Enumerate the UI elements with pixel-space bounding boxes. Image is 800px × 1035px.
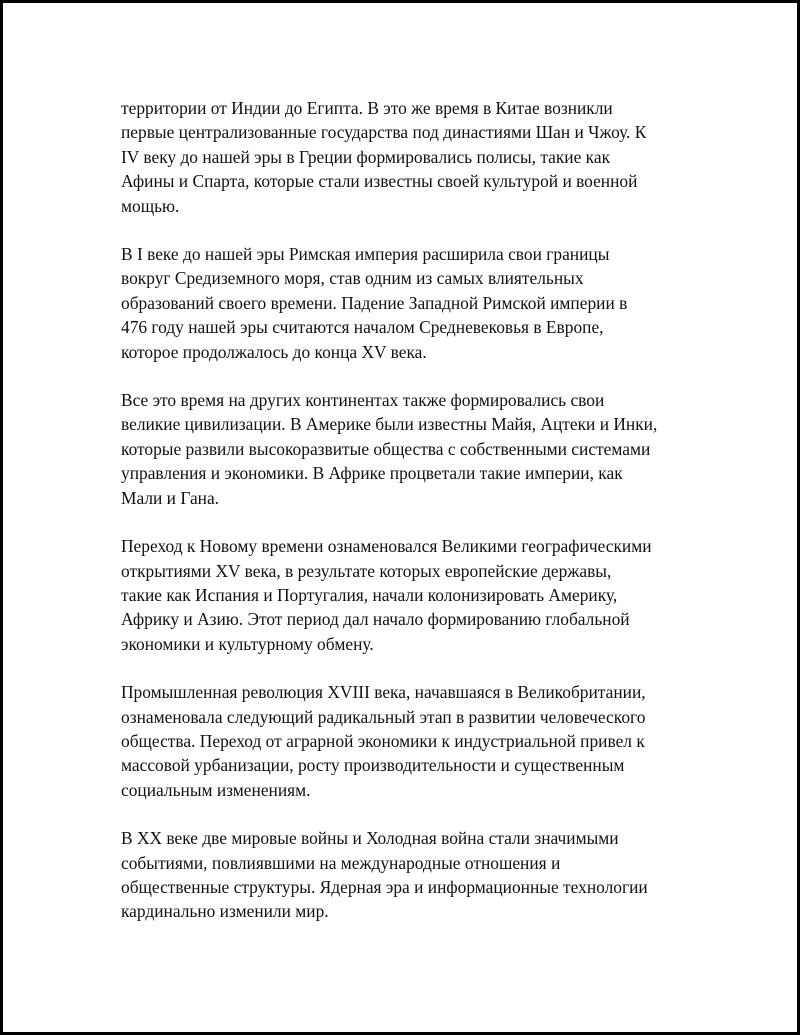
text-line: образований своего времени. Падение Западной Римской империи в	[121, 292, 628, 313]
text-line: Все это время на других континентах также формировались свои	[121, 390, 605, 411]
text-line: территории от Индии до Египта. В это же время в Китае возникли	[121, 98, 613, 118]
paragraph-age-of-discovery	[121, 534, 693, 656]
text-line: вокруг Средиземного моря, став одним из самых влиятельных	[121, 268, 584, 289]
text-line: Афины и Спарта, которые стали известны своей культурой и военной	[121, 171, 638, 192]
paragraph-twentieth-century	[121, 826, 693, 924]
text-line: Переход к Новому времени ознаменовался Великими географическими	[121, 536, 652, 557]
text-line: событиями, повлиявшими на международные отношения и	[121, 852, 561, 873]
text-line: кардинально изменили мир.	[121, 901, 329, 922]
text-line: великие цивилизации. В Америке были известны Майя, Ацтеки и Инки,	[121, 414, 658, 435]
paragraph-industrial-revolution	[121, 680, 693, 802]
text-line: Африку и Азию. Этот период дал начало формированию глобальной	[121, 609, 630, 630]
text-line: первые централизованные государства под династиями Шан и Чжоу. К	[121, 122, 647, 143]
paragraph-ancient-civilizations	[121, 96, 693, 218]
paragraph-other-continents	[121, 388, 693, 510]
text-line: В I веке до нашей эры Римская империя расширила свои границы	[121, 244, 610, 265]
text-line: В XX веке две мировые войны и Холодная война стали значимыми	[121, 828, 619, 849]
text-line: мощью.	[121, 195, 180, 216]
text-line: социальным изменениям.	[121, 779, 311, 800]
text-line: которое продолжалось до конца XV века.	[121, 341, 427, 362]
text-column	[121, 96, 693, 948]
text-line: которые развили высокоразвитые общества с собственными системами	[121, 438, 651, 459]
text-line: массовой урбанизации, росту производительности и существенным	[121, 755, 625, 776]
text-line: ознаменовала следующий радикальный этап в развитии человеческого	[121, 706, 646, 727]
text-line: открытиями XV века, в результате которых европейские державы,	[121, 560, 612, 581]
text-line: 476 году нашей эры считаются началом Средневековья в Европе,	[121, 317, 604, 338]
text-line: такие как Испания и Португалия, начали колонизировать Америку,	[121, 584, 618, 605]
text-line: Промышленная революция XVIII века, начавшаяся в Великобритании,	[121, 682, 646, 703]
text-line: общества. Переход от аграрной экономики к индустриальной привел к	[121, 730, 645, 751]
paragraph-roman-empire	[121, 242, 693, 364]
text-line: управления и экономики. В Африке процветали такие империи, как	[121, 463, 623, 484]
text-line: IV веку до нашей эры в Греции формировались полисы, такие как	[121, 146, 611, 167]
text-line: Мали и Гана.	[121, 487, 220, 508]
text-line: общественные структуры. Ядерная эра и информационные технологии	[121, 876, 648, 897]
text-line: экономики и культурному обмену.	[121, 633, 374, 654]
